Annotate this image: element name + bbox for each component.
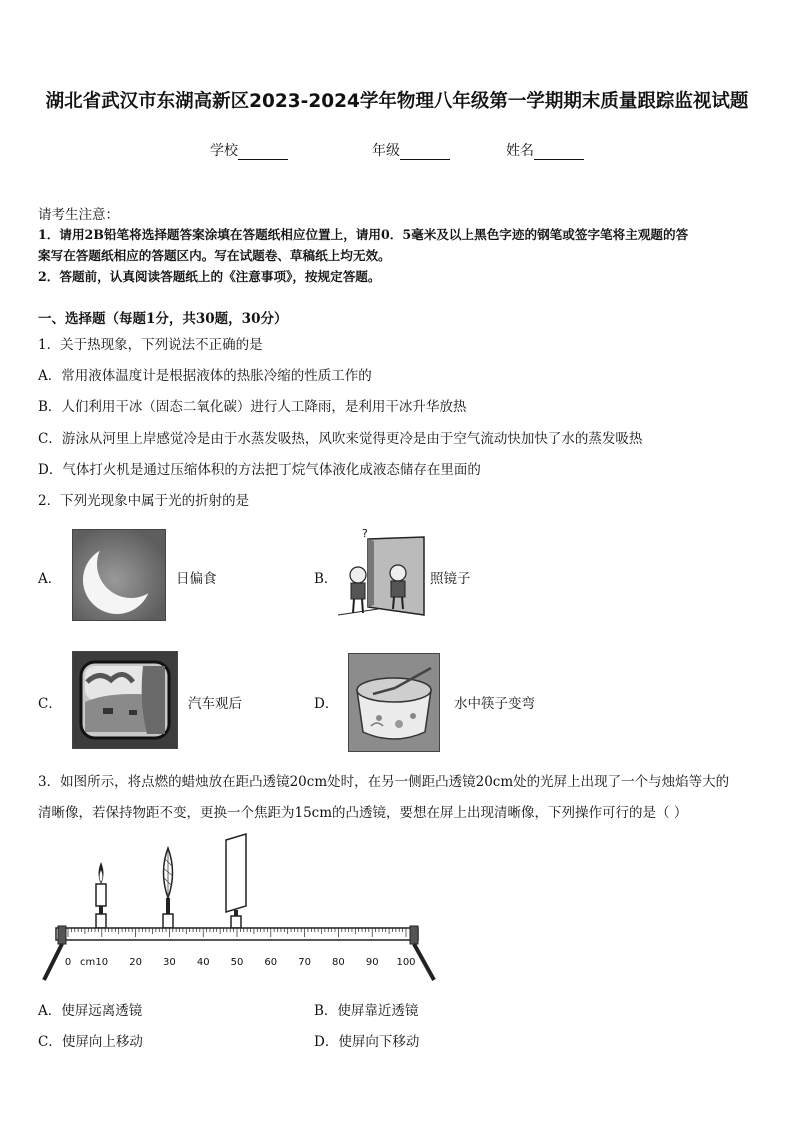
notice-item1-line2: 案写在答题纸相应的答题区内。写在试题卷、草稿纸上均无效。	[38, 248, 391, 263]
grade-blank	[400, 145, 450, 160]
grade-field	[372, 140, 450, 160]
scale-label: 70	[298, 957, 311, 968]
scale-label: 20	[129, 957, 142, 968]
mirror-image	[338, 527, 426, 619]
bench-rail	[44, 926, 434, 980]
q1-option-b: B．人们利用干冰（固态二氧化碳）进行人工降雨，是利用干冰升华放热	[38, 399, 467, 415]
scale-labels	[65, 957, 416, 968]
solar-eclipse-image	[72, 529, 166, 621]
q3-stem-line2: 清晰像，若保持物距不变，更换一个焦距为15cm的凸透镜，要想在屏上出现清晰像，下列操作可行的是（ ）	[38, 805, 688, 821]
notice-item2: 2．答题前，认真阅读答题纸上的《注意事项》，按规定答题。	[38, 269, 381, 284]
scale-label: 10	[95, 957, 109, 968]
name-field	[506, 140, 584, 160]
school-label: 学校	[210, 143, 238, 159]
light-screen	[226, 834, 246, 928]
school-field	[210, 140, 288, 160]
grade-label: 年级	[372, 143, 400, 159]
notice-item1-line1: 1．请用2B铅笔将选择题答案涂填在答题纸相应位置上，请用0．5毫米及以上黑色字迹的钢笔或签字笔将主观题的答	[38, 227, 689, 242]
q2-option-a-caption: 日偏食	[176, 571, 217, 587]
scale-label: 40	[196, 957, 210, 968]
q2-option-a-letter: A．	[38, 571, 62, 587]
scale-label: 100	[396, 957, 416, 968]
q1-option-d: D．气体打火机是通过压缩体积的方法把丁烷气体液化成液态储存在里面的	[38, 462, 481, 478]
chopstick-bowl-image	[348, 653, 440, 752]
name-label: 姓名	[506, 143, 534, 159]
scale-label: 0	[64, 957, 72, 968]
q2-stem: 2．下列光现象中属于光的折射的是	[38, 493, 250, 509]
name-blank	[534, 145, 584, 160]
q3-option-b: B．使屏靠近透镜	[314, 1003, 419, 1019]
scale-label: 50	[230, 957, 244, 968]
svg-text:?: ?	[362, 527, 368, 540]
q1-option-c: C．游泳从河里上岸感觉冷是由于水蒸发吸热，风吹来觉得更冷是由于空气流动快加快了水的蒸发吸热	[38, 431, 643, 447]
section-heading: 一、选择题（每题1分，共30题，30分）	[38, 311, 288, 327]
q3-stem-line1: 3．如图所示，将点燃的蜡烛放在距凸透镜20cm处时，在另一侧距凸透镜20cm处的光屏上出现了一个与烛焰等大的	[38, 774, 730, 790]
scale-label: 60	[264, 957, 278, 968]
school-blank	[238, 145, 288, 160]
notice-heading: 请考生注意：	[38, 207, 119, 223]
q3-option-c: C．使屏向上移动	[38, 1034, 143, 1050]
q3-option-d: D．使屏向下移动	[314, 1034, 420, 1050]
optical-bench-diagram	[38, 832, 448, 984]
q1-option-a: A．常用液体温度计是根据液体的热胀冷缩的性质工作的	[38, 368, 372, 384]
scale-label: 90	[365, 957, 379, 968]
page-title: 湖北省武汉市东湖高新区2023-2024学年物理八年级第一学期期末质量跟踪监视试题	[45, 91, 749, 112]
rearview-mirror-image	[72, 651, 178, 749]
q1-stem: 1．关于热现象，下列说法不正确的是	[38, 337, 263, 353]
q2-option-c-caption: 汽车观后	[188, 696, 242, 712]
scale-unit: cm	[80, 957, 96, 968]
q2-option-b-letter: B．	[314, 571, 338, 587]
candle	[96, 862, 106, 928]
convex-lens	[163, 848, 173, 928]
q2-option-b-caption: 照镜子	[430, 571, 471, 587]
q2-option-d-caption: 水中筷子变弯	[454, 696, 535, 712]
q2-option-c-letter: C．	[38, 696, 62, 712]
q2-option-d-letter: D．	[314, 696, 339, 712]
scale-label: 80	[332, 957, 345, 968]
q3-option-a: A．使屏远离透镜	[38, 1003, 143, 1019]
scale-label: 30	[163, 957, 176, 968]
